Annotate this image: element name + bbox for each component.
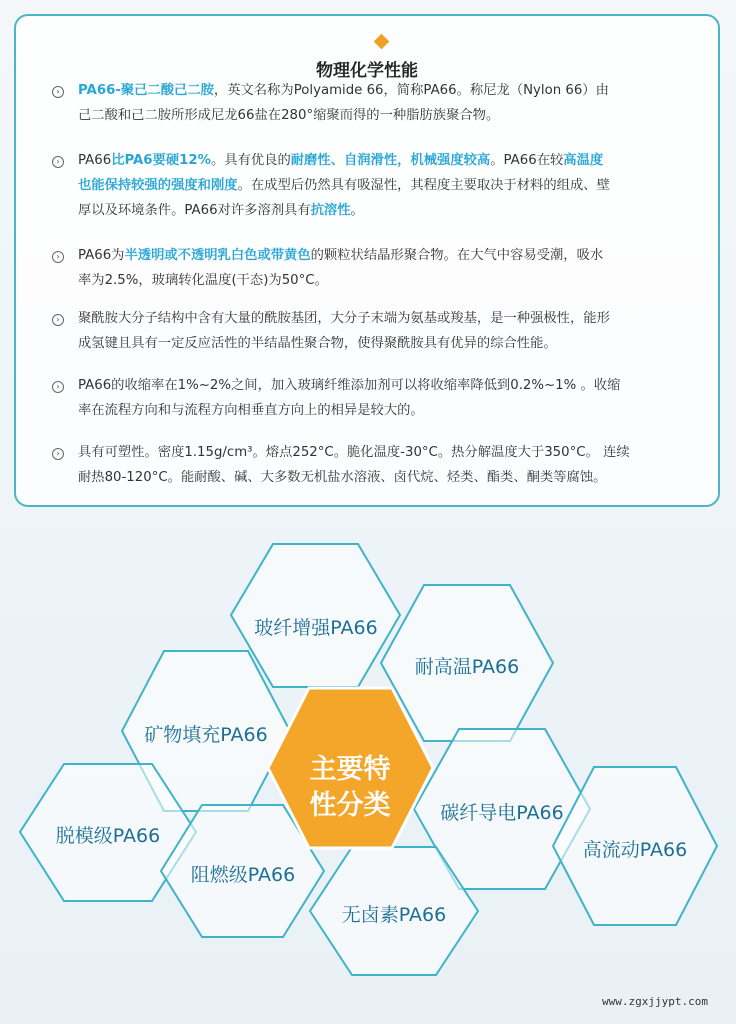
body-text: 的颗粒状结晶形聚合物。在大气中容易受潮，吸水: [310, 248, 604, 263]
center-title: [290, 752, 410, 824]
highlight-text: 半透明或不透明乳白色或带黄色: [124, 248, 311, 263]
highlight-text: 耐磨性、自润滑性，机械强度较高: [290, 153, 491, 168]
body-text: 。具有优良的: [210, 153, 291, 168]
bullet-icon: ›: [52, 314, 64, 326]
category-carbon-conductive: 碳纤导电PA66: [440, 802, 564, 824]
highlight-text: 比PA6要硬12%: [111, 153, 211, 168]
center-title-line: 主要特: [309, 754, 391, 785]
body-text: 率在流程方向和与流程方向相垂直方向上的相异是较大的。: [78, 403, 424, 418]
property-item: [78, 440, 706, 490]
body-text: 。PA66在较: [490, 153, 564, 168]
category-mold-release: 脱模级PA66: [55, 825, 161, 847]
body-text: 厚以及环境条件。PA66对许多溶剂具有: [78, 203, 311, 218]
center-title-line: 性分类: [309, 790, 391, 821]
property-item: [78, 373, 706, 423]
highlight-text: 抗溶性: [310, 203, 351, 218]
bullet-icon: ›: [52, 448, 64, 460]
site-url: www.zgxjjypt.com: [602, 995, 708, 1008]
highlight-text: PA66-聚己二酸己二胺: [78, 83, 214, 98]
body-text: 成氢键且具有一定反应活性的半结晶性聚合物，使得聚酰胺具有优异的综合性能。: [78, 336, 557, 351]
category-glass-fiber: 玻纤增强PA66: [254, 617, 378, 639]
body-text: 具有可塑性。密度1.15g/cm³。熔点252°C。脆化温度-30°C。热分解温度大于350°C。 连续: [78, 445, 630, 460]
properties-card: [14, 14, 720, 507]
body-text: 。: [350, 203, 364, 218]
body-text: 。在成型后仍然具有吸湿性，其程度主要取决于材料的组成、壁: [237, 178, 610, 193]
body-text: PA66为: [78, 248, 125, 263]
highlight-text: 高温度: [563, 153, 604, 168]
category-halogen-free: 无卤素PA66: [341, 904, 447, 926]
body-text: 率为2.5%，玻璃转化温度(干态)为50°C。: [78, 273, 328, 288]
category-high-flow: 高流动PA66: [582, 839, 688, 861]
section-title: 物理化学性能: [316, 61, 418, 81]
body-text: 耐热80-120°C。能耐酸、碱、大多数无机盐水溶液、卤代烷、烃类、酯类、酮类等腐蚀。: [78, 470, 607, 485]
category-high-temp: 耐高温PA66: [414, 656, 520, 678]
body-text: PA66: [78, 153, 112, 168]
bullet-icon: ›: [52, 251, 64, 263]
bullet-icon: ›: [52, 86, 64, 98]
category-mineral-filled: 矿物填充PA66: [144, 724, 268, 746]
body-text: ，英文名称为Polyamide 66，简称PA66。称尼龙（Nylon 66）由: [213, 83, 609, 98]
body-text: 聚酰胺大分子结构中含有大量的酰胺基团，大分子末端为氨基或羧基，是一种强极性，能形: [78, 311, 610, 326]
property-item: [78, 306, 706, 356]
body-text: 己二酸和己二胺所形成尼龙66盐在280°缩聚而得的一种脂肪族聚合物。: [78, 108, 500, 123]
diamond-icon: [374, 34, 390, 50]
body-text: PA66的收缩率在1%~2%之间，加入玻璃纤维添加剂可以将收缩率降低到0.2%~1% 。收缩: [78, 378, 621, 393]
bullet-icon: ›: [52, 381, 64, 393]
property-item: [78, 78, 706, 128]
highlight-text: 也能保持较强的强度和刚度: [78, 178, 238, 193]
property-item: [78, 243, 706, 293]
category-flame-retardant: 阻燃级PA66: [190, 864, 296, 886]
bullet-icon: ›: [52, 156, 64, 168]
property-item: [78, 148, 706, 223]
